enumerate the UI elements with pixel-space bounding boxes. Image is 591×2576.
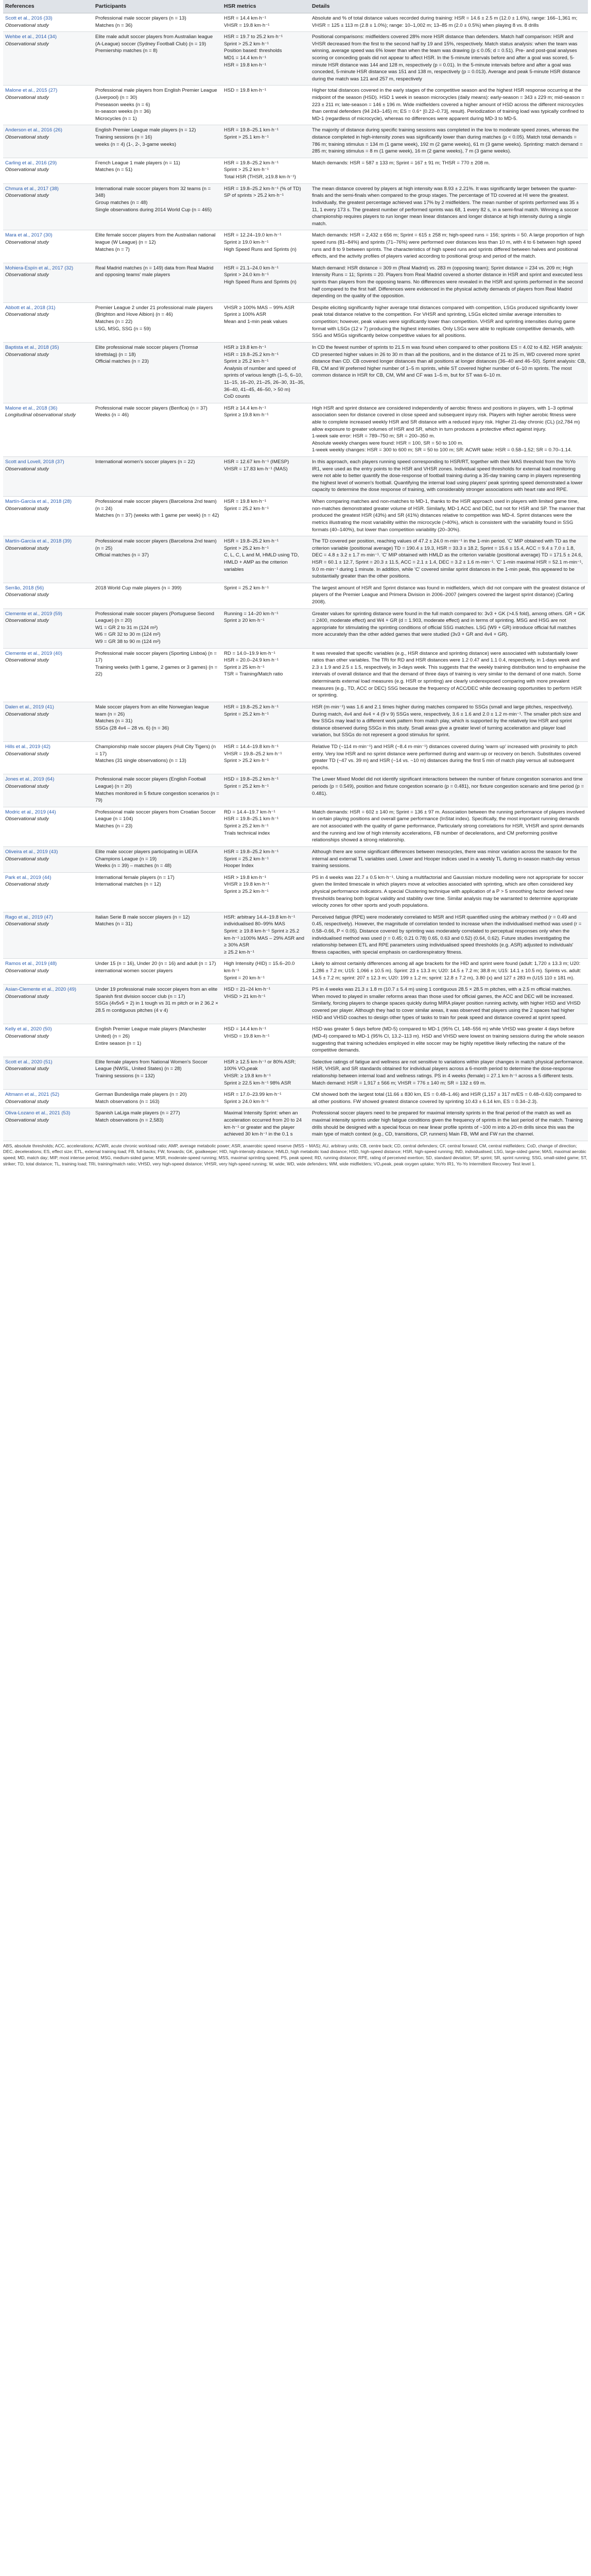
participants-cell: Professional male soccer players (Barcelona 2nd team) (n = 25) Official matches (n = 37) bbox=[93, 536, 222, 583]
study-design: Observational study bbox=[5, 1098, 49, 1105]
table-row bbox=[3, 774, 588, 807]
hsr-metrics-cell: High Intensity (HID) = 15.6–20.0 km·h⁻¹ Sprint = 20 km·h⁻¹ bbox=[222, 959, 310, 985]
study-design: Observational study bbox=[5, 751, 49, 757]
details-cell: PS in 4 weeks was 22.7 ± 0.5 km·h⁻¹. Using a multifactorial and Gaussian mixture modelling were not appropriate for soccer given the limited timescale in which players move at velocities associated with sprinting, which are often considered key physical performance indicators. A special Clustering technique with application of a P > 5 smoothing factor derived new thresholds bearing both logical validity and stability over time. Similar analysis may be warranted to determine appropriate velocity zones for other sports and youth populations. bbox=[310, 872, 588, 912]
participants-cell: Elite male adult soccer players from Australian league (A-League) soccer (Sydney Football Club) (n = 19) Premiership matches (n = 8) bbox=[93, 32, 222, 86]
details-cell: Match demands: HSR = 587 ± 133 m; Sprint = 167 ± 91 m; THSR = 770 ± 208 m. bbox=[310, 158, 588, 183]
table-row bbox=[3, 807, 588, 846]
reference-link[interactable]: Kelly et al., 2020 (50) bbox=[5, 1026, 52, 1032]
table-row bbox=[3, 342, 588, 403]
table-body bbox=[3, 13, 588, 1141]
hsr-metrics-cell: Sprint = 25.2 km·h⁻¹ bbox=[222, 583, 310, 608]
reference-link[interactable]: Altmann et al., 2021 (52) bbox=[5, 1092, 60, 1098]
details-cell: Selective ratings of fatigue and wellness are not sensitive to variations within player changes in match physical performance. HSR, VHSR, and SR standards obtained for individual players across a 6-month period to determine the dose-response relationship between internal load and wellness ratings. PS in 4 weeks (female) = 27.1 km·h⁻¹ across a 5 different tests. Match demand: HSR = 1,917 ± 566 m; VHSR = 776 ± 140 m; SR = 132 ± 69 m. bbox=[310, 1057, 588, 1089]
reference-cell bbox=[3, 807, 93, 846]
details-cell: Perceived fatigue (RPE) were moderately correlated to MSR and HSR quantified using the arbitrary method (r = 0.49 and 0.45, respectively). However, the magnitude of correlation tended to increase when the individualised method was used (r = 0.58–0.66, P < 0.05). Distance covered by sprinting was moderately correlated to perceptual responses only when the individualised method was used (r = 0.45; 0.21 0.78) 0.65, 0.63 and 0.52) (0.64, 0.62). Future studies investigating the relationship between ETL and RPE parameters using individualised speed thresholds (e.g. ASR) adjusted to individuals' fitness capacities, with special emphasis on cardiorespiratory fitness. bbox=[310, 912, 588, 959]
participants-cell: Professional male soccer players (n = 13) Matches (n = 36) bbox=[93, 13, 222, 31]
hsr-metrics-cell: HSR = 19.8–25.2 km·h⁻¹ Sprint > 25.2 km·h⁻¹ Total HSR (THSR, ≥19.8 km·h⁻¹) bbox=[222, 158, 310, 183]
reference-cell bbox=[3, 230, 93, 263]
reference-cell bbox=[3, 846, 93, 872]
details-cell: The mean distance covered by players at high intensity was 8.93 ± 2.21%. It was significantly larger between the quarter-finals and the semi-finals when compared to the group stages. The percentage of TD covered at HI were the greatest. Individually, the greatest percentage achieved was 17% by 2 midfielders. The mean number of sprints performed was 35 ± 11, 1 every 173 s. The greatest number of performed sprints was 68, 1 every 82 s, in a semi-final match. Winning a soccer championship requires players to run longer mean linear distances and longer distance at high intensity during a single match. bbox=[310, 183, 588, 230]
participants-cell: International women's soccer players (n = 22) bbox=[93, 457, 222, 497]
details-cell: It was revealed that specific variables (e.g., HSR distance and sprinting distance) were associated with substantially lower ratios than other variables. The TRi for RD and HSR distances were 1.2 0.47 and 1.1 0.4, respectively, in 1-days week and 2.3 ± 1.9 and 2.5 ± 1.5, respectively, in 3-days week. This suggests that the weekly training distribution tend to emphasise the intervals of overall distance and that the demand of three days of training is very similar to the demand of one match. Some determinants external load measures (e.g. HSR or sprinting) are clearly underexposed comparing with more prevalent measures (e.g., TD, ACC or DEC) SSG because the frequency of ACC/DEC while decreasing opportunities to perform HSR or sprinting. bbox=[310, 648, 588, 702]
reference-link[interactable]: Abbott et al., 2018 (31) bbox=[5, 304, 56, 311]
table-row bbox=[3, 912, 588, 959]
participants-cell: International female players (n = 17) International matches (n = 12) bbox=[93, 872, 222, 912]
reference-cell bbox=[3, 1108, 93, 1141]
hsr-metrics-cell: HSR = 14.4–19.8 km·h⁻¹ VHSR = 19.8–25.2 km·h⁻¹ Sprint > 25.2 km·h⁻¹ bbox=[222, 741, 310, 774]
details-cell: The TD covered per position, reaching values of 47.2 ± 24.0 m·min⁻¹ in the 1-min period. 'C' MIP obtained with TD as the criterion variable (positional average) TD = 190.4 ± 19.3, HSR = 33.3 ± 18.2, Sprint = 15.6 ± 15.4, ACC = 9.4 ± 7.0 ± 1.8, DEC = 4.8 ± 3.2 ± 1.7 m·min⁻¹. 'C' MIP obtained with HMLD as the criterion variable (positional average) TD = 171.5 ± 24.6, HSR = 60.1 ± 12.7, Sprint = 20.3 ± 11.5, ACC = 2.1 ± 1.4, DEC = 3.2 ± 1.6 m·min⁻¹. 'C' 1-min maximal HSR = 52.1 m·min⁻¹, 9.0 m·min⁻¹ during 1 minute. In addition, while 'C' covered similar sprint distances in the 1-min peak, this appeared to be substantially greater than the other positions. bbox=[310, 536, 588, 583]
details-cell: In this approach, each players running speed corresponding to HSR/RT, together with their MAS threshold from the YoYo IR1, were used as the entry points to the HSR and VHSR zones. Individual speed thresholds for external load monitoring were not able to better quantify the dose-response of football training during a 35-day training camp in players representing the highest level of women's football. Quantifying the internal load using players' peak sprinting speed demonstrated a lower capacity to determine the dose response of training, with considerably stronger associations with heart rate and RPE. bbox=[310, 457, 588, 497]
reference-cell bbox=[3, 774, 93, 807]
reference-link[interactable]: Modric et al., 2019 (44) bbox=[5, 809, 56, 815]
study-design: Observational study bbox=[5, 22, 49, 28]
reference-cell bbox=[3, 342, 93, 403]
reference-cell bbox=[3, 497, 93, 536]
reference-cell bbox=[3, 183, 93, 230]
reference-link[interactable]: Martín-García et al., 2018 (28) bbox=[5, 499, 72, 505]
details-cell: The Lower Mixed Model did not identify significant interactions between the number of fixture congestion scenarios and time periods (p = 0.549), position and fixture congestion scenario (p = 0.481), nor fixture congestion scenario and time period (p = 0.481). bbox=[310, 774, 588, 807]
details-cell: The majority of distance during specific training sessions was completed in the low to moderate speed zones, whereas the distance completed in high-intensity zones was significantly lower than during matches (p < 0.05). Match total demands = 786 m; training stimulus = 134 m (1 game week), 192 m (2 game weeks), 61 m (3 game weeks). Sprinting: match demand = 285 m; training stimulus = 8 m (1 game week), 16 m (2 game weeks), 7 m (3 game weeks). bbox=[310, 125, 588, 158]
reference-link[interactable]: Clemente et al., 2019 (59) bbox=[5, 611, 62, 617]
study-design: Observational study bbox=[5, 1117, 49, 1123]
participants-cell: Elite male soccer players participating in UEFA Champions League (n = 19) Weeks (n = 39) – matches (n = 48) bbox=[93, 846, 222, 872]
reference-cell bbox=[3, 32, 93, 86]
study-design: Observational study bbox=[5, 312, 49, 318]
details-cell: Higher total distances covered in the early stages of the competitive season and the highest HSR response occurring at the midpoint of the season (HSD). HSD 1 week in season microcycles (daily means): early-season = 343 ± 229 m; mid-season = 223 ± 211 m; late-season = 146 ± 196 m. Wide midfielders covered a higher amount of HSD across the different microcycles than central defenders (94 243–145) m; ES = 0.6⁺ [0.22–0.73], result). Periodization of training load was typically confined to MD-1 (regardless of microcycle), whereas no differences were apparent during MD-3 to MD-5. bbox=[310, 86, 588, 125]
hsr-metrics-cell: RD = 14.4–19.7 km·h⁻¹ HSR = 19.8–25.1 km·h⁻¹ Sprint ≥ 25.2 km·h⁻¹ Trials technical index bbox=[222, 807, 310, 846]
abbreviations-footnote: ABS, absolute thresholds; ACC, accelerations; ACWR, acute chronic workload ratio; AMP, average metabolic power; ASR, anaerobic speed reserve (MSS − MAS); AU, arbitrary units; CB, centre back; CD, central defenders; CF, central forward; CM, central midfielders; CoD, change of direction; DEC, decelerations; ES, effect size; ETL, external training load; FB, full-backs; FW, forwards; GK, goalkeeper; HID, high-intensity distance; HMLD, high metabolic load distance; HSD, high-speed distance; HSR, high-speed running; IND, individualised; LSG, large-sided game; MAS, maximal aerobic speed; MD, match day; MIP, most intense period; MSG, medium-sided game; MSR, moderate-speed running; MSS, maximal sprinting speed; PS, peak speed; RD, running distance; RPE, rating of perceived exertion; SD, standard deviation; SP, sprint; SR, sprint running; SSG, small-sided game; ST, striker; TD, total distance; TL, training load; TRi, training/match ratio; VHSD, very high-speed distance; VHSR, very high-speed running; W, wide; WD, wide defenders; WM, wide midfielders; VO₂peak, peak oxygen uptake; YoYo IR1, Yo-Yo Intermittent Recovery Test level 1. bbox=[3, 1143, 587, 1166]
reference-cell bbox=[3, 457, 93, 497]
reference-cell bbox=[3, 872, 93, 912]
participants-cell: Professional male soccer players (Benfica) (n = 37) Weeks (n = 46) bbox=[93, 403, 222, 456]
study-design: Observational study bbox=[5, 856, 49, 862]
reference-cell bbox=[3, 1090, 93, 1108]
reference-cell bbox=[3, 403, 93, 456]
hsr-metrics-cell: HSD = 21–24 km·h⁻¹ VHSD > 21 km·h⁻¹ bbox=[222, 985, 310, 1024]
hsr-metrics-cell: Running = 14–20 km·h⁻¹ Sprint ≥ 20 km·h⁻¹ bbox=[222, 608, 310, 648]
reference-cell bbox=[3, 1057, 93, 1089]
participants-cell: Elite female soccer players from the Australian national league (W League) (n = 12) Matches (n = 7) bbox=[93, 230, 222, 263]
hsr-metrics-cell: HSR ≥ 14.4 km·h⁻¹ Sprint ≥ 19.8 km·h⁻¹ bbox=[222, 403, 310, 456]
reference-cell bbox=[3, 263, 93, 302]
reference-link[interactable]: Mohiera-Espín et al., 2017 (32) bbox=[5, 265, 74, 271]
reference-cell bbox=[3, 608, 93, 648]
study-design: Observational study bbox=[5, 41, 49, 47]
participants-cell: Premier League 2 under 21 professional male players (Brighton and Hove Albion) (n = 46) Matches (n = 22) LSG, MSG, SSG (n = 59) bbox=[93, 302, 222, 342]
details-cell: When comparing matches and non-matches to MD-1, thanks to the HSR approach used in players with limited game time, non-matches demonstrated greater volume of HSR. Similarly, MD-1 ACC and DEC, but not for HSR and SP. The manner that produced the greatest HSR (43%) and SR (41%) distances relative to competition was MD-4. Sprint distances were the metrics illustrating the most variability within the microcycle (>40%), which is consistent with the variability found in SSG formats (40–140%), but lower than competition variability (20–30%). bbox=[310, 497, 588, 536]
hsr-metrics-cell: HSR = 19.8–25.2 km·h⁻¹ Sprint = 25.2 km·h⁻¹ Hooper Index bbox=[222, 846, 310, 872]
participants-cell: Professional male soccer players (Portuguese Second League) (n = 20) W1 = GR 2 to 31 m (124 m²) W6 = GR 32 to 30 m (124 m²) W9 = GR 38 to 90 m (124 m²) bbox=[93, 608, 222, 648]
study-design: Observational study bbox=[5, 272, 49, 278]
study-design: Observational study bbox=[5, 882, 49, 888]
participants-cell: Elite female players from National Women's Soccer League (NWSL, United States) (n = 28) Training sessions (n = 132) bbox=[93, 1057, 222, 1089]
participants-cell: Professional male soccer players (English Football League) (n = 20) Matches monitored in 5 fixture congestion scenarios (n = 79) bbox=[93, 774, 222, 807]
table-row bbox=[3, 536, 588, 583]
participants-cell: French League 1 male players (n = 11) Matches (n = 51) bbox=[93, 158, 222, 183]
reference-link[interactable]: Rago et al., 2019 (47) bbox=[5, 914, 53, 920]
details-cell: Match demands: HSR = 2,432 ± 656 m; Sprint = 615 ± 258 m; high-speed runs = 156; sprints = 50. A large proportion of high speed runs (81–84%) and sprints (71–76%) were performed over distances less than 10 m, with 4 to 6 between high speed runs and 8 to 9 between sprints. The characteristics of high speed runs and sprints differed between halves and positional effects, and the activity profiles of players varied according to positional group and period of the match. bbox=[310, 230, 588, 263]
reference-link[interactable]: Park et al., 2019 (44) bbox=[5, 874, 51, 880]
study-design: Observational study bbox=[5, 167, 49, 173]
participants-cell: 2018 World Cup male players (n = 399) bbox=[93, 583, 222, 608]
table-row bbox=[3, 1024, 588, 1057]
table-row bbox=[3, 648, 588, 702]
reference-cell bbox=[3, 959, 93, 985]
header-participants: Participants bbox=[93, 0, 222, 13]
reference-cell bbox=[3, 741, 93, 774]
reference-link[interactable]: Martín-García et al., 2018 (39) bbox=[5, 538, 72, 545]
details-cell: High HSR and sprint distance are considered independently of aerobic fitness and positions in players, with 1–3 optimal association seen for distance covered in close speed and subsequent injury risk. Players with higher aerobic fitness were able to complete increased weekly HSR and SR distance with a reduced injury risk. Higher 21-day chronic (CL) (≥2,784 m) allow exposure to greater volumes of HSR and SR, which in turn produces a protective effect against injury. 1-week sale error: HSR = 789–750 m; SR = 200–350 m. Absolute weekly changes were found: HSR = 100, SR = 50 to 100 m. 1-week weekly changes: HSR = 300 to 600 m; SR = 50 to 100 m; SR: ACWR table: HSR = 0.58–1.52; SR = 0.70–1.14. bbox=[310, 403, 588, 456]
details-cell: Although there are some significant differences between mesocycles, there was minor variation across the season for the internal and external TL variables used. Lower and Hooper indices used in a weekly TL during in-season match-day versus training sessions. bbox=[310, 846, 588, 872]
reference-link[interactable]: Hills et al., 2019 (42) bbox=[5, 743, 50, 750]
header-row bbox=[3, 0, 588, 13]
reference-cell bbox=[3, 702, 93, 741]
header-hsr-metrics: HSR metrics bbox=[222, 0, 310, 13]
hsr-metrics-cell: HSR = 19.8–25.2 km·h⁻¹ Sprint > 25.2 km·h⁻¹ C, L, C, L and M, HMLD using TD, HMLD + AMP as the criterion variables bbox=[222, 536, 310, 583]
reference-link[interactable]: Jones et al., 2019 (64) bbox=[5, 776, 55, 783]
reference-link[interactable]: Scott et al., 2020 (51) bbox=[5, 1059, 53, 1065]
table-row bbox=[3, 125, 588, 158]
details-cell: CM showed both the largest total (11.66 ± 830 km, ES = 0.48–1.46) and HSR (1,157 ± 317 m/ES = 0.48–0.63) compared to all other positions. FW showed greatest distance covered by sprinting 10.43 ± 6.14 km, ES = 0.34–2.3). bbox=[310, 1090, 588, 1108]
reference-link[interactable]: Mara et al., 2017 (30) bbox=[5, 232, 53, 239]
table-row bbox=[3, 230, 588, 263]
participants-cell: Professional male players from English Premier League (Liverpool) (n = 30) Preseason weeks (n = 6) In-season weeks (n = 36) Microcycles (n = 1) bbox=[93, 86, 222, 125]
study-design: Observational study bbox=[5, 505, 49, 512]
hsr-metrics-cell: HSR > 19.8 km·h⁻¹ VHSR ≥ 19.8 km·h⁻¹ Sprint ≥ 25.2 km·h⁻¹ bbox=[222, 872, 310, 912]
hsr-studies-table bbox=[3, 0, 588, 1141]
hsr-metrics-cell: VHSR ≥ 100% MAS – 99% ASR Sprint ≥ 100% ASR Mean and 1-min peak values bbox=[222, 302, 310, 342]
reference-link[interactable]: Anderson et al., 2016 (26) bbox=[5, 127, 62, 133]
reference-link[interactable]: Serrão, 2018 (56) bbox=[5, 585, 44, 591]
reference-link[interactable]: Oliva-Lozano et al., 2021 (53) bbox=[5, 1110, 71, 1116]
details-cell: In CD the fewest number of sprints to 21.5 m was found when compared to other positions ES = 4.02 to 4.82. HSR analysis: CD presented higher values in 26 to 30 m than all the positions, and in the distance of 21 to 25 m, WD covered more sprint distance than CD. CB covered longer distances than all positions at longer distances (36–40 and 46–50). Sprint analysis: CB, FB, CM and W preferred higher number of 1–5 m sprints, while ST covered higher number of 6–10 m sprints. The most common distance in HSR for CB, CM, WM and CF was 1–5 m, but for ST was 6–10 m. bbox=[310, 342, 588, 403]
reference-cell bbox=[3, 1024, 93, 1057]
details-cell: Despite eliciting significantly higher average total distances compared with competition, LSGs produced significantly lower peak total distance relative to the competition. For VHSR and sprinting, LSGs elicited similar average intensities to competition; however, peak values were significantly lower than competition. VHSR and sprinting intensities during game format with LSGs (12 v 7) producing the highest intensities. Only LSGs were able to replicate competitive demands, with SSG and MSGs significantly below competitive values for all positions. bbox=[310, 302, 588, 342]
table-row bbox=[3, 302, 588, 342]
table-row bbox=[3, 1108, 588, 1141]
details-cell: Positional comparisons: midfielders covered 28% more HSR distance than defenders. Match half comparison: HSR and VHSR decreased from the first to the second half by 19 and 15%, respectively. Match status analysis: when the team was winning, average speed was 6% lower than when the team was drawing (p ≤ 0.05; d = 0.51). Pre- and post-goal analyses scoring or conceding goals did not appear to affect HSR. In the 5-minute intervals before and after a goal was scored, 5-minute HSR distance was 144 and 128 m, respectively (p = 0.01). In the 5-minute intervals before and after a goal was conceded, 5-minute HSR distance was 151 and 138 m, respectively (p = 0.013). Average and peak 5-minute HSR distance during the match was 121 and 257 m, respectively bbox=[310, 32, 588, 86]
hsr-metrics-cell: Maximal Intensity Sprint: when an acceleration occurred from 20 to 24 km·h⁻¹ or greater and the player achieved 30 km·h⁻¹ in the 0.1 s bbox=[222, 1108, 310, 1141]
participants-cell: Under 19 professional male soccer players from an elite Spanish first division soccer club (n = 17) SSGs (4v5v5 + 2) in 1 tough vs 31 m pitch or in 2 36.2 × 28.5 m contiguous pitches (4 v 4) bbox=[93, 985, 222, 1024]
reference-link[interactable]: Malone et al., 2015 (27) bbox=[5, 88, 58, 94]
reference-link[interactable]: Dalen et al., 2019 (41) bbox=[5, 704, 54, 710]
table-row bbox=[3, 583, 588, 608]
hsr-metrics-cell: HSR = 19.8–25.2 km·h⁻¹ Sprint = 25.2 km·h⁻¹ bbox=[222, 702, 310, 741]
details-cell: PS in 4 weeks was 21.3 ± 1.8 m (10.7 ± 5.4 m) using 1 contiguous 28.5 × 28.5 m pitches, with a 2.5 m official matches. When moved to played in smaller reforms areas than those used for official games, the ACC and DEC will be increased. Similarly, forcing players to change spaces quickly during MIRA player position running activity, with higher HSD and VHSD covered per player. Although they had to cover similar areas, it was observed that players using the 2 spaces had higher HSD and VHSD coaches to design other types of tasks to train for peak speed and distance covered at sprint speed. bbox=[310, 985, 588, 1024]
reference-cell bbox=[3, 912, 93, 959]
reference-link[interactable]: Scott et al., 2016 (33) bbox=[5, 15, 53, 21]
hsr-metrics-cell: HSR ≥ 12.5 km·h⁻¹ or 80% ASR; 100% VO₂peak VHSR: ≥ 19.8 km·h⁻¹ Sprint ≥ 22.5 km·h⁻¹ 98% ASR bbox=[222, 1057, 310, 1089]
header-references: References bbox=[3, 0, 93, 13]
study-design: Observational study bbox=[5, 657, 49, 664]
table-row bbox=[3, 158, 588, 183]
table-row bbox=[3, 32, 588, 86]
participants-cell: Championship male soccer players (Hull City Tigers) (n = 17) Matches (31 single observations) (n = 13) bbox=[93, 741, 222, 774]
study-design: Observational study bbox=[5, 993, 49, 999]
participants-cell: German Bundesliga male players (n = 20) Match observations (n = 163) bbox=[93, 1090, 222, 1108]
hsr-metrics-cell: HSD = 14.4 km·h⁻¹ VHSD = 19.8 km·h⁻¹ bbox=[222, 1024, 310, 1057]
reference-cell bbox=[3, 985, 93, 1024]
study-design: Observational study bbox=[5, 816, 49, 822]
hsr-metrics-cell: HSD = 19.8 km·h⁻¹ bbox=[222, 86, 310, 125]
header-details: Details bbox=[310, 0, 588, 13]
reference-link[interactable]: Ramos et al., 2019 (48) bbox=[5, 961, 57, 967]
table-row bbox=[3, 1057, 588, 1089]
study-design: Observational study bbox=[5, 921, 49, 927]
table-row bbox=[3, 403, 588, 456]
table-row bbox=[3, 457, 588, 497]
table-row bbox=[3, 702, 588, 741]
table-row bbox=[3, 13, 588, 31]
participants-cell: Elite professional male soccer players (Tromsø Idrettslag) (n = 18) Official matches (n = 23) bbox=[93, 342, 222, 403]
study-design: Observational study bbox=[5, 134, 49, 141]
study-design: Observational study bbox=[5, 239, 49, 245]
hsr-metrics-cell: RD = 14.0–19.9 km·h⁻¹ HSR = 20.0–24.9 km·h⁻¹ Sprint ≥ 25 km·h⁻¹ TSR = Training/Match ratio bbox=[222, 648, 310, 702]
hsr-metrics-cell: HSR = 19.8–25.1 km·h⁻¹ Sprint > 25.1 km·h⁻¹ bbox=[222, 125, 310, 158]
study-design: Observational study bbox=[5, 618, 49, 624]
participants-cell: Under 15 (n = 16), Under 20 (n = 16) and adult (n = 17) international women soccer players bbox=[93, 959, 222, 985]
table-row bbox=[3, 985, 588, 1024]
reference-cell bbox=[3, 648, 93, 702]
table-header bbox=[3, 0, 588, 13]
study-design: Observational study bbox=[5, 1066, 49, 1072]
participants-cell: Spanish LaLiga male players (n = 277) Match observations (n = 2,583) bbox=[93, 1108, 222, 1141]
participants-cell: Professional male soccer players (Barcelona 2nd team) (n = 24) Matches (n = 37) (weeks with 1 game per week) (n = 42) bbox=[93, 497, 222, 536]
hsr-metrics-cell: HSR = 12.67 km·h⁻¹ (IMESP) VHSR = 17.83 km·h⁻¹ (MAS) bbox=[222, 457, 310, 497]
hsr-metrics-cell: HSR = 19.8–25.2 km·h⁻¹ (% of TD) SP of sprints > 25.2 km·h⁻¹ bbox=[222, 183, 310, 230]
reference-link[interactable]: Oliveira et al., 2019 (43) bbox=[5, 849, 58, 855]
table-row bbox=[3, 959, 588, 985]
details-cell: Absolute and % of total distance values recorded during training: HSR = 14.6 ± 2.5 m (12.0 ± 1.6%), range: 166–1,361 m; VHSR = 125 ± 113 m (2.8 ± 1.0%); range: 10–1,002 m; 13–85 m (2.0 ± 0.5%) when playing 8 vs. 8 drills bbox=[310, 13, 588, 31]
hsr-metrics-cell: HSD = 19.8–25.2 km·h⁻¹ Sprint = 25.2 km·h⁻¹ bbox=[222, 774, 310, 807]
details-cell: Greater values for sprinting distance were found in the full match compared to: 3v3 + GK (>4.5 fold), among others. GR + GK = 2400, moderate effect) and W4 + GR (d = 1.903, moderate effect) and in terms of sprinting. MSG and HSG are not appropriate for stimulating the sprinting conditions of official SSG matches. LSG (W9 + GR) introduce official full matches more accurately than the other added games that were studied (3v3 + GR and 4v4 + GR). bbox=[310, 608, 588, 648]
participants-cell: English Premier League male players (Manchester United) (n = 26) Entire season (n = 1) bbox=[93, 1024, 222, 1057]
table-row bbox=[3, 846, 588, 872]
study-design: Observational study bbox=[5, 711, 49, 717]
details-cell: Match demand: HSR distance = 309 m (Real Madrid) vs. 283 m (opposing team); Sprint distance = 234 vs. 209 m; High Intensity Runs = 11; Sprints = 20. Players from Real Madrid covered a shorter distance in HSR and sprint and executed less sprints than players from the opposing teams. No differences were revealed in the HSR and sprints performed in the second half compared to the first half. Differences were evidenced in the physical activity demands of players from Real Madrid depending on the quality of the opposition. bbox=[310, 263, 588, 302]
reference-cell bbox=[3, 13, 93, 31]
reference-cell bbox=[3, 125, 93, 158]
table-row bbox=[3, 183, 588, 230]
details-cell: HSD was greater 5 days before (MD-5) compared to MD-1 (95% CI, 148–556 m) while VHSD was greater 4 days before (MD-4) compared to MD-1 (95% CI, 13.2–113 m). HSD and VHSD were lowest on training sessions during the whole season suggesting that training schedules employed in elite soccer may be highly repetitive likely reflecting the nature of the competitive demands. bbox=[310, 1024, 588, 1057]
reference-link[interactable]: Asian-Clemente et al., 2020 (49) bbox=[5, 987, 77, 993]
reference-link[interactable]: Chmura et al., 2017 (38) bbox=[5, 185, 59, 192]
study-design: Observational study bbox=[5, 95, 49, 100]
table-row bbox=[3, 608, 588, 648]
reference-link[interactable]: Malone et al., 2018 (36) bbox=[5, 405, 58, 411]
participants-cell: International male soccer players from 32 teams (n = 348) Group matches (n = 48) Single observations during 2014 World Cup (n = 465) bbox=[93, 183, 222, 230]
table-row bbox=[3, 497, 588, 536]
participants-cell: Professional male soccer players (Sporting Lisboa) (n = 17) Training weeks (with 1 game, 2 games or 3 games) (n = 22) bbox=[93, 648, 222, 702]
details-cell: The largest amount of HSR and Sprint distance was found in midfielders, which did not compare with the greatest distance of players of the Premier League and Primera Division in 2006–2007 (wingers covered the largest sprint distance) (Carling 2008). bbox=[310, 583, 588, 608]
reference-link[interactable]: Clemente et al., 2019 (40) bbox=[5, 650, 62, 656]
study-design: Observational study bbox=[5, 784, 49, 790]
reference-cell bbox=[3, 302, 93, 342]
reference-link[interactable]: Wehbe et al., 2014 (34) bbox=[5, 34, 57, 40]
participants-cell: English Premier League male players (n = 12) Training sessions (n = 16) weeks (n = 4) (1-, 2-, 3-game weeks) bbox=[93, 125, 222, 158]
hsr-metrics-cell: HSR = 14.4 km·h⁻¹ VHSR = 19.8 km·h⁻¹ bbox=[222, 13, 310, 31]
reference-cell bbox=[3, 583, 93, 608]
study-design: Observational study bbox=[5, 351, 49, 358]
study-design: Observational study bbox=[5, 466, 49, 472]
reference-cell bbox=[3, 86, 93, 125]
table-row bbox=[3, 741, 588, 774]
reference-link[interactable]: Scott and Lovell, 2018 (37) bbox=[5, 459, 64, 465]
details-cell: Likely to almost certainly differences among all age brackets for the HID and sprint were found (adult: 1,720 ± 13.3 m; U20: 1,286 ± 7.2 m; U15: 1,066 ± 10.5 m). Sprint: 23 ± 13.3 m; U20: 14.5 ± 7.2 m; 38.8 m; U15: 14.1 ± 10.5 m). Sprints vs. adult: 14.5 ± 7.2 m; sprint: 207 ± 12.3 m; U20: 199 ± 1.2 m; sprint: 12.8 ± 7.2 m), 3.80 (x) and 127 ± 283 m (U15 110 ± 181 m). bbox=[310, 959, 588, 985]
details-cell: Relative TD (~114 m·min⁻¹) and HSR (~8.4 m·min⁻¹) distances covered during 'warm up' increased with proximity to pitch entry. Very low HSR and no sprint distance were performed during and warm-up or recovery on bench. Substitutes covered greater TD (~47 vs. 39 m) and HSR (~14 vs. ~10 m) distances during the first 5 min of match play versus all subsequent epochs. bbox=[310, 741, 588, 774]
participants-cell: Italian Serie B male soccer players (n = 12) Matches (n = 31) bbox=[93, 912, 222, 959]
table-row bbox=[3, 872, 588, 912]
hsr-metrics-cell: HSR = 12.24–19.0 km·h⁻¹ Sprint ≥ 19.0 km·h⁻¹ High Speed Runs and Sprints (n) bbox=[222, 230, 310, 263]
hsr-metrics-cell: HSR ≥ 19.8 km·h⁻¹ HSR = 19.8–25.2 km·h⁻¹ Sprint ≥ 25.2 km·h⁻¹ Analysis of number and speed of sprints of various length (1–5, 6–10, 11–15, 16–20, 21–25, 26–30, 31–35, 36–40, 41–45, 46–50, > 50 m) CoD counts bbox=[222, 342, 310, 403]
reference-link[interactable]: Baptista et al., 2018 (35) bbox=[5, 344, 59, 350]
hsr-metrics-cell: HSR = 17.0–23.99 km·h⁻¹ Sprint ≥ 24.0 km·h⁻¹ bbox=[222, 1090, 310, 1108]
table-row bbox=[3, 86, 588, 125]
hsr-metrics-cell: HSR = 19.7 to 25.2 km·h⁻¹ Sprint > 25.2 km·h⁻¹ Position based: thresholds MD1 = 14.4 km·h⁻¹ HSR = 19.8 km·h⁻¹ bbox=[222, 32, 310, 86]
participants-cell: Professional male soccer players from Croatian Soccer League (n = 104) Matches (n = 23) bbox=[93, 807, 222, 846]
participants-cell: Male soccer players from an elite Norwegian league team (n = 26) Matches (n = 31) SSGs (28 4v4 – 28 vs. 6) (n = 36) bbox=[93, 702, 222, 741]
table-row bbox=[3, 263, 588, 302]
details-cell: Professional soccer players need to be prepared for maximal intensity sprints in the final period of the match as well as maximal intensity sprints under high fatigue conditions given the frequency of sprints in the last period of the match. Training drills should be designed with a special focus on near linear profile sprints of ~100 m into a 20-m drills since this was the main type of match context (e.g., CD, transitions, CP, runners) Main FB, WM and FW run the channel. bbox=[310, 1108, 588, 1141]
reference-cell bbox=[3, 158, 93, 183]
study-design: Observational study bbox=[5, 545, 49, 551]
details-cell: HSR (m·min⁻¹) was 1.6 and 2.1 times higher during matches compared to SSGs (small and large pitches, respectively). During match, 4v4 and 4v4 + 4 (9 v 9) SSGs were, respectively, 3.6 ± 1.6 and 2.0 ± 1.2 m·min⁻¹. The smaller pitch size and few SSGs may lead to a different work pattern from match play, which is supported by the relatively low HSR and sprint distance observed during SSGs in this study. Small areas give a greater level of turning acceleration and player load variation, but SSGs do not represent a good stimulus for sprint. bbox=[310, 702, 588, 741]
study-design: Observational study bbox=[5, 968, 49, 974]
study-design: Observational study bbox=[5, 592, 49, 598]
table-row bbox=[3, 1090, 588, 1108]
reference-cell bbox=[3, 536, 93, 583]
hsr-metrics-cell: HSR = 21.1–24.0 km·h⁻¹ Sprint > 24.0 km·h⁻¹ High Speed Runs and Sprints (n) bbox=[222, 263, 310, 302]
results-table-container bbox=[3, 0, 588, 1141]
participants-cell: Real Madrid matches (n = 149) data from Real Madrid and opposing teams' male players bbox=[93, 263, 222, 302]
details-cell: Match demands: HSR = 602 ± 140 m; Sprint = 136 ± 97 m. Association between the running performance of players involved in certain playing positions and overall game performance (InStat index). Specifically, the most important running demands are not associated with the quality of game performance, Particularly strong correlations for HSR, VHSR and sprint demands and the running and low of high intensity accelerations, FB number of decelerations, and CM preforming positive relationships showed a strong relationship. bbox=[310, 807, 588, 846]
hsr-metrics-cell: HSR: arbitrary 14.4–19.8 km·h⁻¹ individualised 80–99% MAS Sprint: ≥ 19.8 km·h⁻¹ Sprint ≥ 25.2 km·h⁻¹ ≥100% MAS – 29% ASR and ≥ 30% ASR ≥ 25.2 km·h⁻¹ bbox=[222, 912, 310, 959]
study-design: Observational study bbox=[5, 193, 49, 199]
hsr-metrics-cell: HSR = 19.8 km·h⁻¹ Sprint = 25.2 km·h⁻¹ bbox=[222, 497, 310, 536]
study-design: Longitudinal observational study bbox=[5, 412, 76, 418]
reference-link[interactable]: Carling et al., 2016 (29) bbox=[5, 160, 57, 166]
study-design: Observational study bbox=[5, 1033, 49, 1039]
